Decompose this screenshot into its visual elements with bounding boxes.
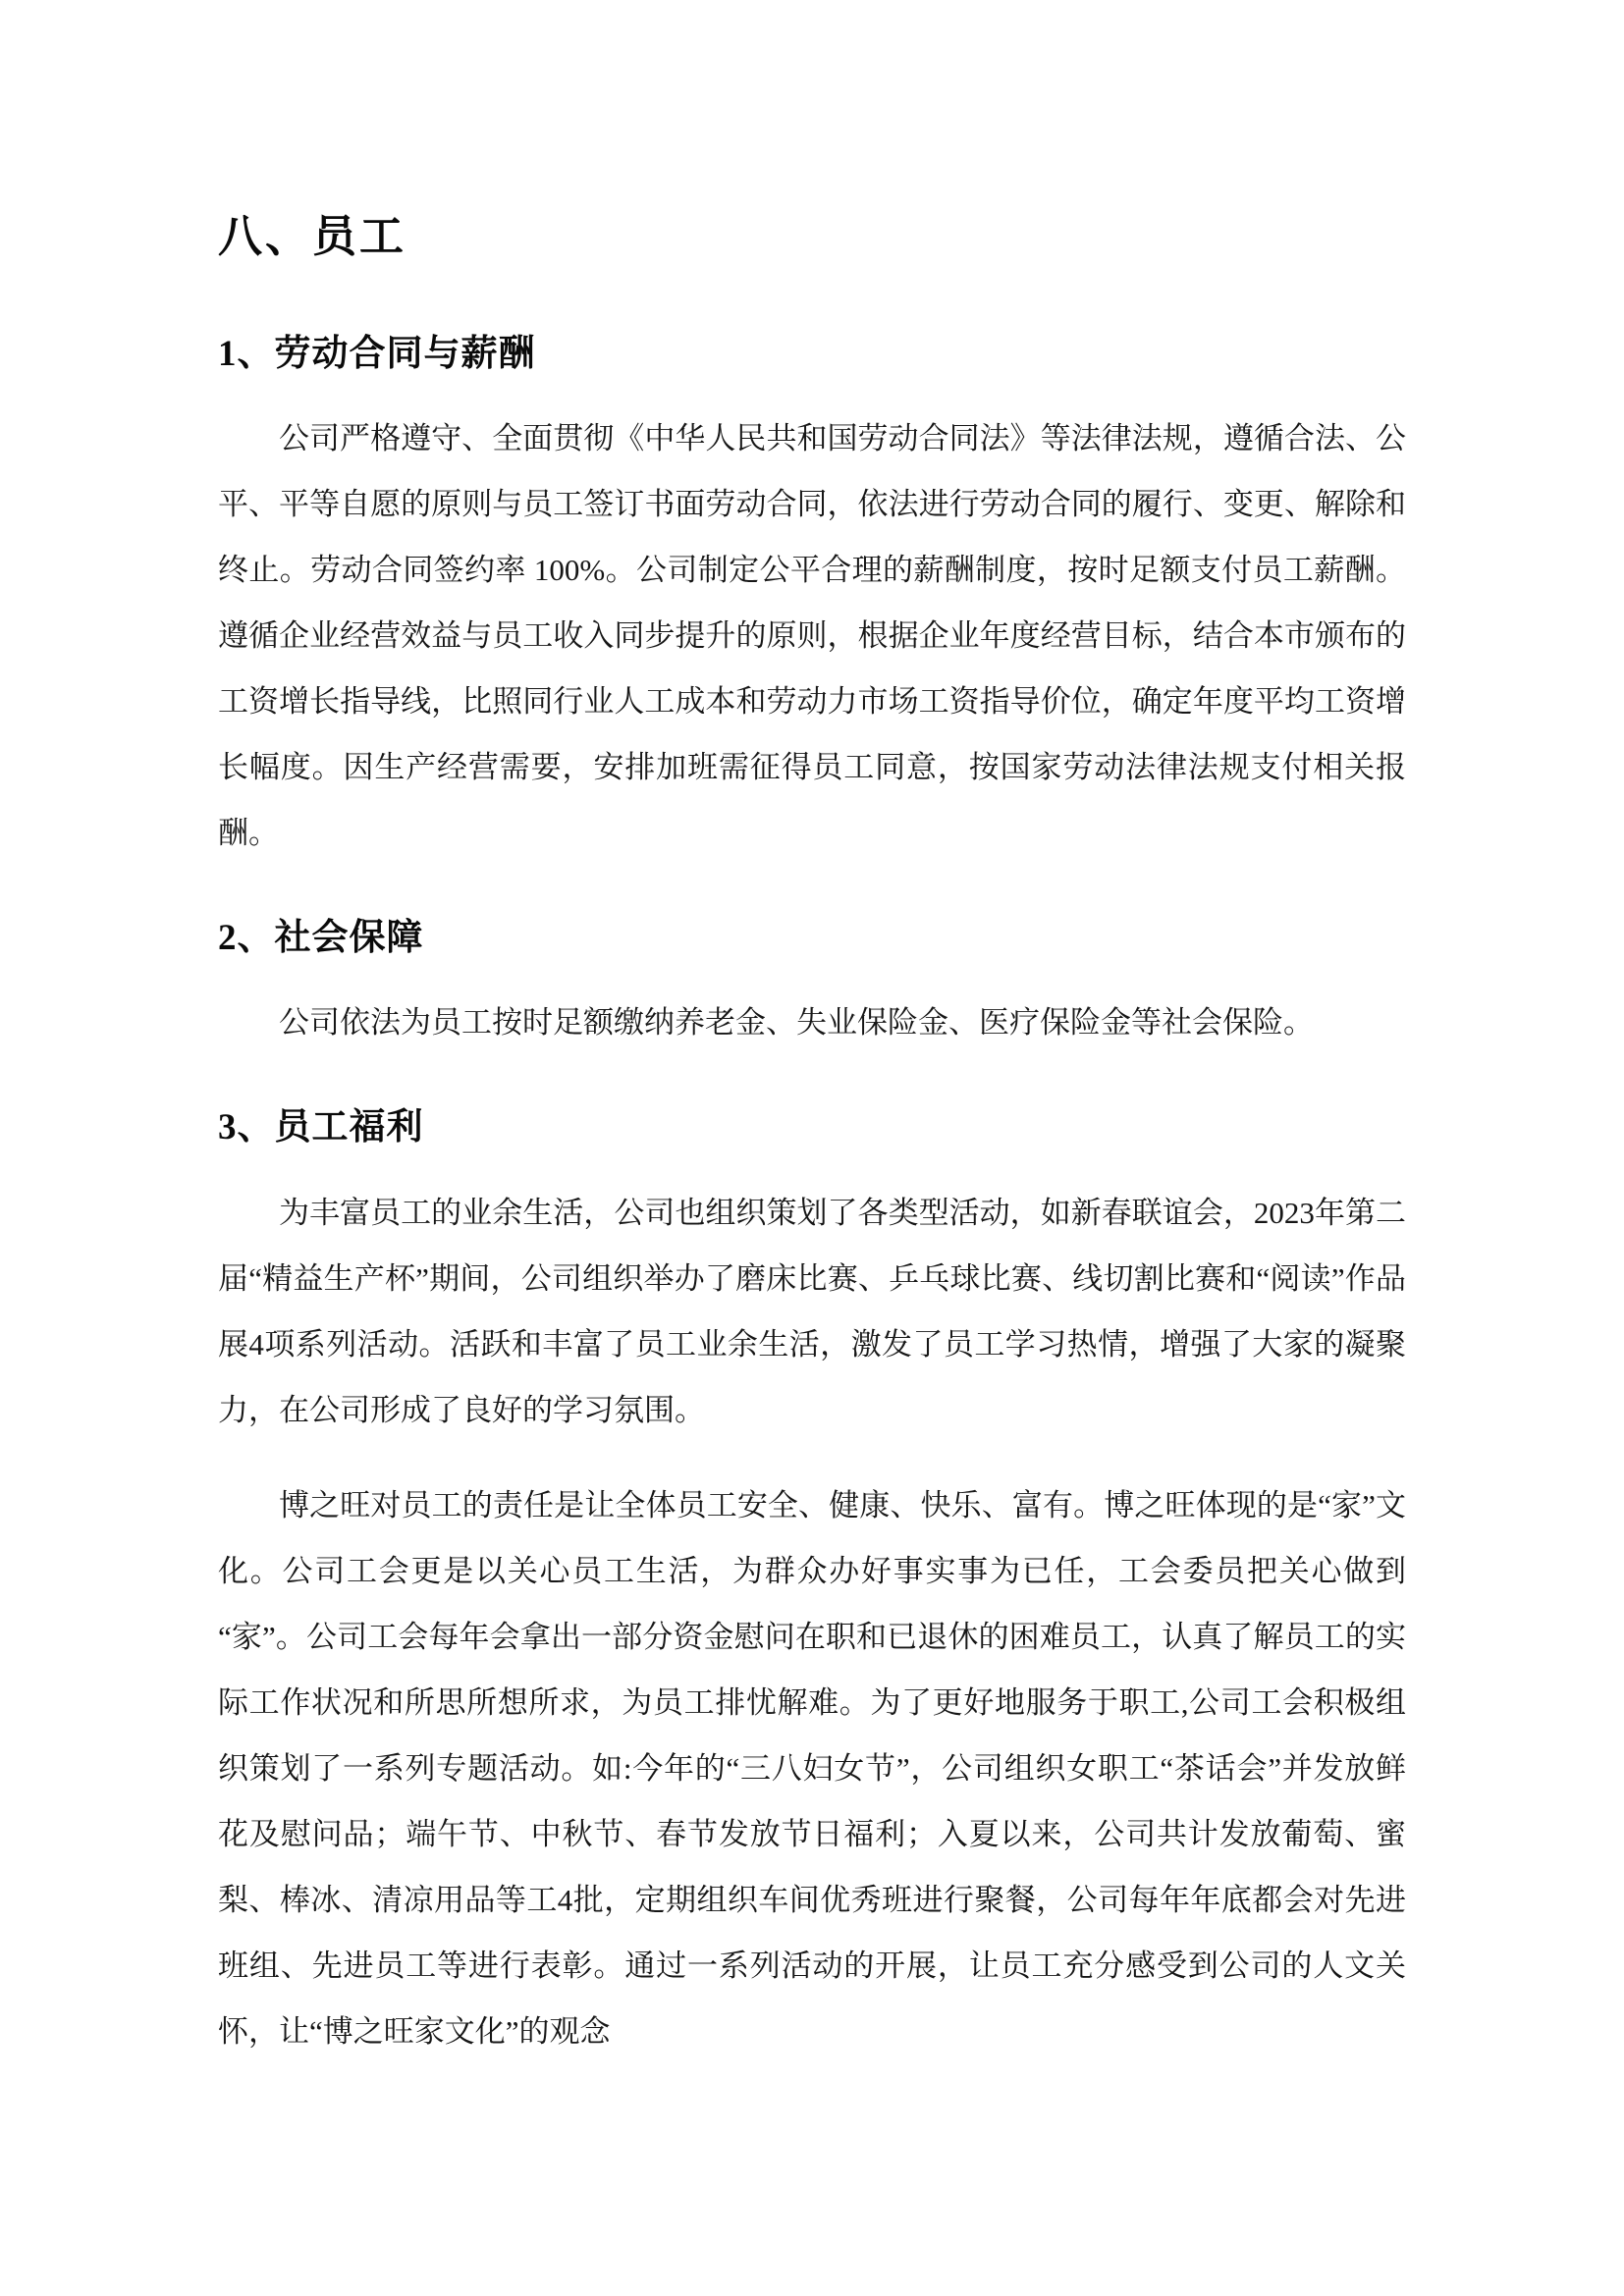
paragraph-family-culture: 博之旺对员工的责任是让全体员工安全、健康、快乐、富有。博之旺体现的是“家”文化。公司工会更是以关心员工生活，为群众办好事实事为已任，工会委员把关心做到“家”。公司工会每年会拿出一部分资金慰问在职和已退休的困难员工，认真了解员工的实际工作状况和所思所想所求，为员工排忧解难。为了更好地服务于职工,公司工会积极组织策划了一系列专题活动。如:今年的“三八妇女节”，公司组织女职工“茶话会”并发放鲜花及慰问品；端午节、中秋节、春节发放节日福利；入夏以来，公司共计发放葡萄、蜜梨、棒冰、清凉用品等工4批，定期组织车间优秀班进行聚餐，公司每年年底都会对先进班组、先进员工等进行表彰。通过一系列活动的开展，让员工充分感受到公司的人文关怀，让“博之旺家文化”的观念 [218,1487,1406,2049]
section-labor-contract-and-pay [218,331,1406,866]
section-heading-social-security: 2、社会保障 [218,918,424,959]
section-heading-employee-welfare: 3、员工福利 [218,1107,424,1148]
paragraph-employee-activities: 为丰富员工的业余生活，公司也组织策划了各类型活动，如新春联谊会，2023年第二届“精益生产杯”期间，公司组织举办了磨床比赛、乒乓球比赛、线切割比赛和“阅读”作品展4项系列活动。活跃和丰富了员工业余生活，激发了员工学习热情，增强了大家的凝聚力，在公司形成了良好的学习氛围。 [218,1195,1406,1427]
section-social-security [218,915,1406,1055]
paragraph-labor-contract: 公司严格遵守、全面贯彻《中华人民共和国劳动合同法》等法律法规，遵循合法、公平、平等自愿的原则与员工签订书面劳动合同，依法进行劳动合同的履行、变更、解除和终止。劳动合同签约率 100%。公司制定公平合理的薪酬制度，按时足额支付员工薪酬。遵循企业经营效益与员工收入同步提升的原则，根据企业年度经营目标，结合本市颁布的工资增长指导线，比照同行业人工成本和劳动力市场工资指导价位，确定年度平均工资增长幅度。因生产经营需要，安排加班需征得员工同意，按国家劳动法律法规支付相关报酬。 [218,421,1406,851]
section-employee-welfare [218,1104,1406,2063]
page-title: 八、员工 [218,211,407,261]
paragraph-social-security: 公司依法为员工按时足额缴纳养老金、失业保险金、医疗保险金等社会保险。 [279,1005,1314,1041]
section-heading-labor-contract-and-pay: 1、劳动合同与薪酬 [218,334,536,375]
